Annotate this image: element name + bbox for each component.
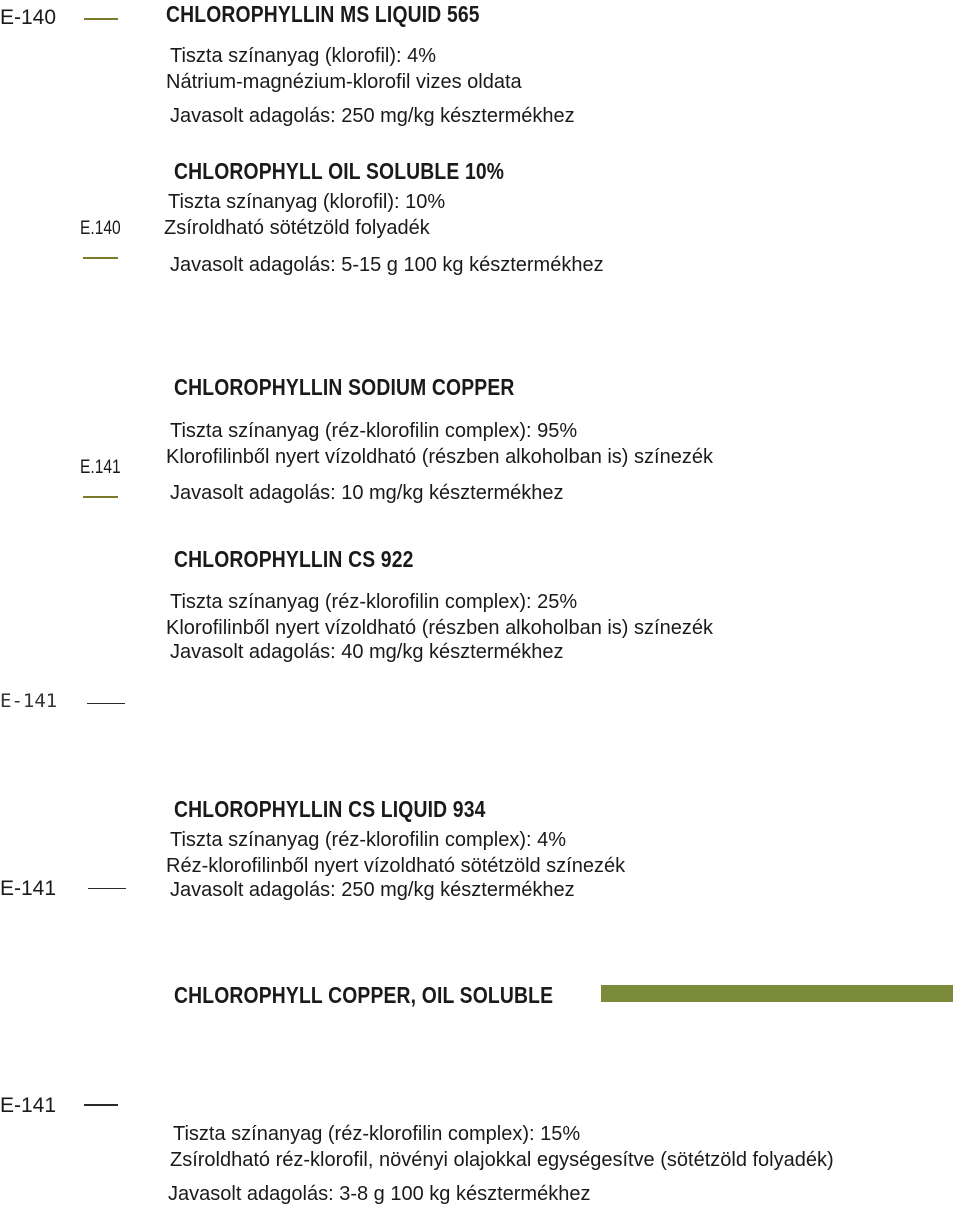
olive-dash-marker <box>83 496 118 498</box>
dark-dash-marker <box>84 1104 118 1106</box>
e-number-code: E.140 <box>80 218 121 239</box>
description-line: Zsíroldható sötétzöld folyadék <box>164 217 430 239</box>
e-number-code: E-141 <box>0 690 58 712</box>
dosage-line: Javasolt adagolás: 40 mg/kg késztermékhez <box>170 641 564 663</box>
dosage-line: Javasolt adagolás: 5-15 g 100 kg késztermékhez <box>170 254 604 276</box>
dark-dash-marker <box>87 703 125 704</box>
dosage-line: Javasolt adagolás: 250 mg/kg késztermékhez <box>170 105 575 127</box>
product-title: CHLOROPHYLL COPPER, OIL SOLUBLE <box>174 982 554 1008</box>
e-number-code: E-141 <box>0 1094 57 1117</box>
description-line: Klorofilinből nyert vízoldható (részben alkoholban is) színezék <box>166 446 713 468</box>
product-title: CHLOROPHYLLIN CS LIQUID 934 <box>174 796 486 822</box>
olive-dash-marker <box>84 18 118 20</box>
e-number-code: E-140 <box>0 6 57 29</box>
product-title: CHLOROPHYLLIN MS LIQUID 565 <box>166 1 480 27</box>
olive-dash-marker <box>83 257 118 259</box>
green-accent-bar <box>601 985 953 1002</box>
purity-line: Tiszta színanyag (réz-klorofilin complex): 95% <box>170 420 578 442</box>
purity-line: Tiszta színanyag (réz-klorofilin complex): 4% <box>170 829 567 851</box>
dosage-line: Javasolt adagolás: 3-8 g 100 kg késztermékhez <box>168 1183 591 1205</box>
purity-line: Tiszta színanyag (réz-klorofilin complex): 25% <box>170 591 578 613</box>
purity-line: Tiszta színanyag (klorofil): 10% <box>168 191 446 213</box>
description-line: Nátrium-magnézium-klorofil vizes oldata <box>166 71 522 93</box>
description-line: Klorofilinből nyert vízoldható (részben alkoholban is) színezék <box>166 617 713 639</box>
dosage-line: Javasolt adagolás: 250 mg/kg késztermékhez <box>170 879 575 901</box>
dark-dash-marker <box>88 888 126 889</box>
dosage-line: Javasolt adagolás: 10 mg/kg késztermékhez <box>170 482 564 504</box>
purity-line: Tiszta színanyag (klorofil): 4% <box>170 45 437 67</box>
product-title: CHLOROPHYLLIN CS 922 <box>174 546 414 572</box>
e-number-code: E-141 <box>0 877 57 900</box>
description-line: Zsíroldható réz-klorofil, növényi olajokkal egységesítve (sötétzöld folyadék) <box>170 1149 834 1171</box>
product-title: CHLOROPHYLLIN SODIUM COPPER <box>174 374 515 400</box>
description-line: Réz-klorofilinből nyert vízoldható sötétzöld színezék <box>166 855 626 877</box>
purity-line: Tiszta színanyag (réz-klorofilin complex): 15% <box>173 1123 581 1145</box>
product-title: CHLOROPHYLL OIL SOLUBLE 10% <box>174 158 505 184</box>
e-number-code: E.141 <box>80 457 121 478</box>
